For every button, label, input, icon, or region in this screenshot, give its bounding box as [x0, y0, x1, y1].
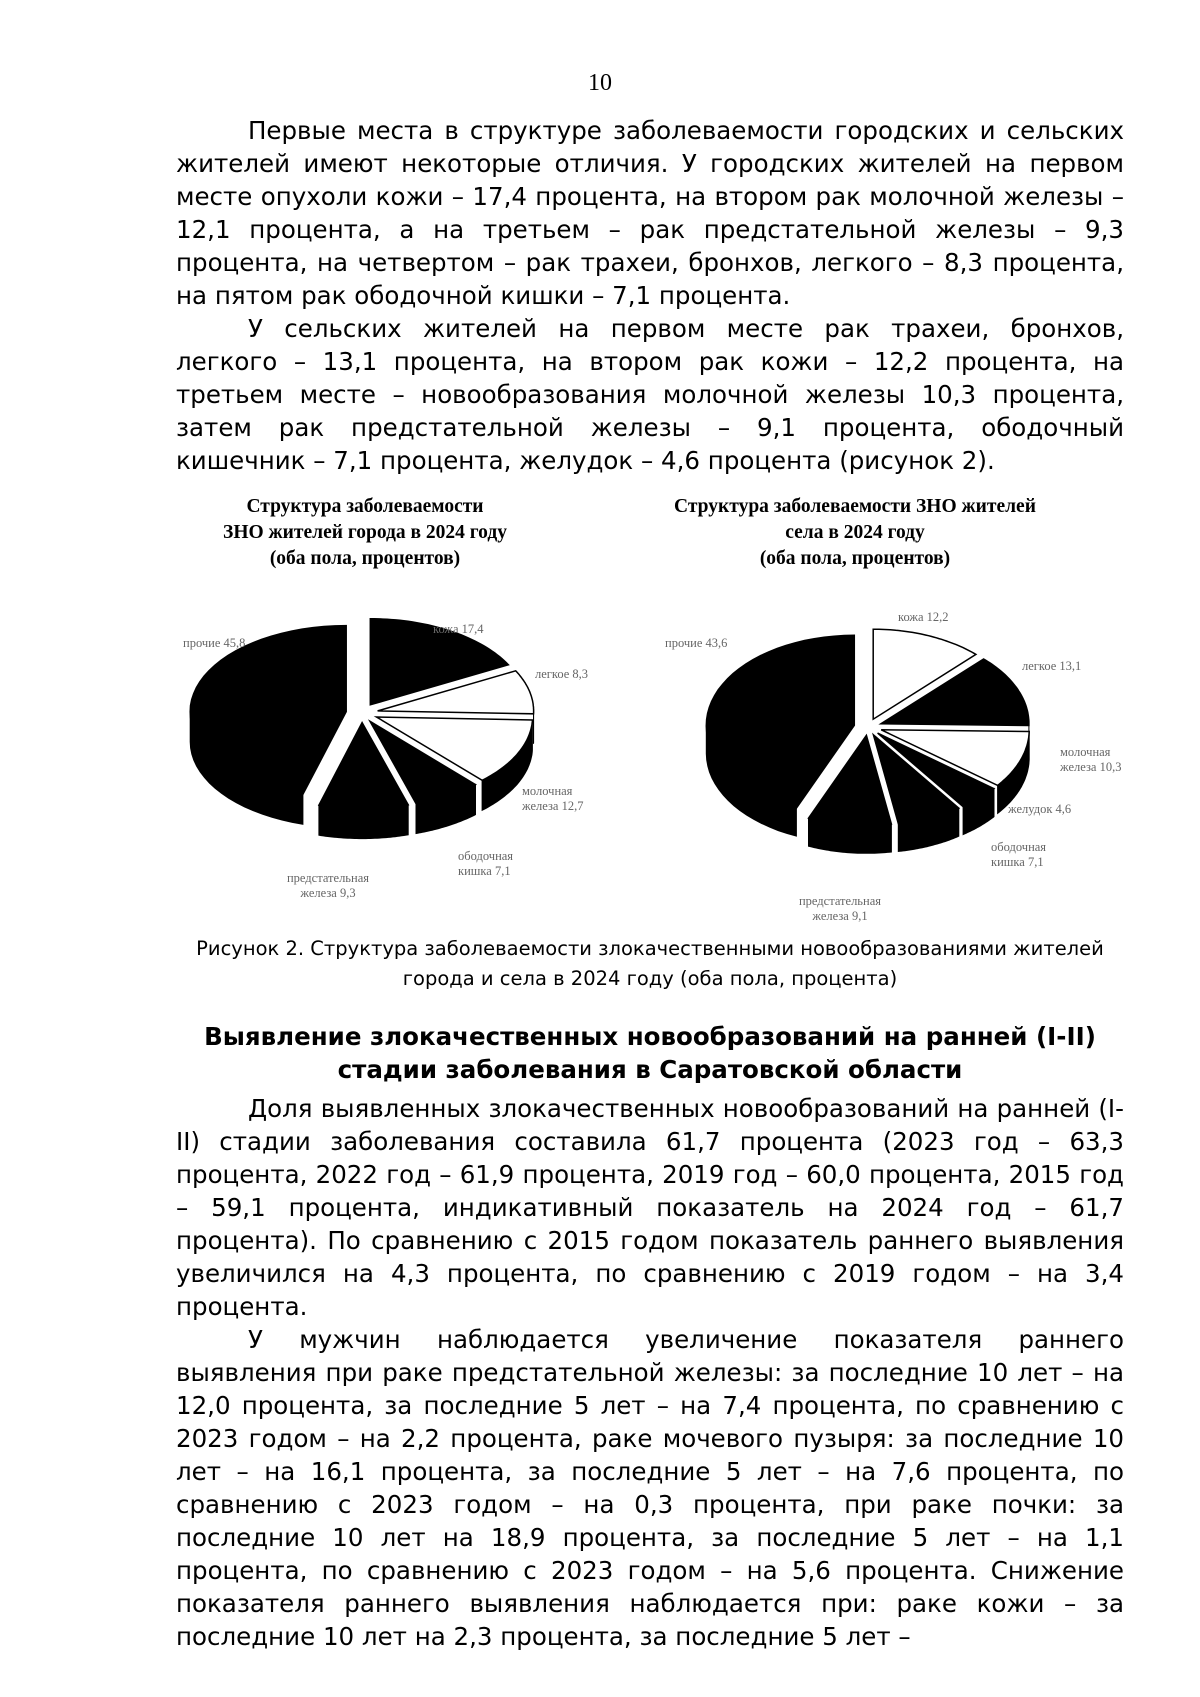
pie-chart-city	[183, 619, 588, 900]
section-heading: Выявление злокачественных новообразований на ранней (I-II) стадии заболевания в Саратовской области	[204, 1022, 1096, 1084]
slice-label: легкое 13,1	[1022, 659, 1082, 673]
pie-slice	[190, 626, 346, 825]
slice-label: предстательная железа 9,1	[798, 894, 882, 923]
chart-title-city	[170, 494, 560, 572]
body-text-bottom	[176, 1092, 1124, 1653]
slice-label: молочная железа 10,3	[1060, 745, 1122, 774]
chart-title-line: Структура заболеваемости ЗНО жителей	[674, 496, 1036, 517]
slice-label: предстательная железа 9,3	[286, 871, 370, 900]
slice-label: молочная железа 12,7	[522, 784, 584, 813]
slice-label: желудок 4,6	[1008, 802, 1072, 816]
chart-title-line: (оба пола, процентов)	[269, 548, 461, 569]
paragraph-early-detection: Доля выявленных злокачественных новообразований на ранней (I-II) стадии заболевания составила 61,7 процента (2023 год – 63,3 процента, 2022 год – 61,9 процента, 2019 год – 60,0 процента, 2015 год – 59,1 процента, индикативный показатель на 2024 год – 61,7 процента). По сравнению с 2015 годом показатель раннего выявления увеличился на 4,3 процента, по сравнению с 2019 годом – на 3,4 процента.	[176, 1094, 1124, 1321]
slice-label: кожа 12,2	[898, 610, 949, 624]
chart-title-village	[620, 494, 1090, 572]
slice-label: прочие 43,6	[665, 636, 728, 650]
paragraph-village-ranking: У сельских жителей на первом месте рак трахеи, бронхов, легкого – 13,1 процента, на втором рак кожи – 12,2 процента, на третьем месте – новообразования молочной железы 10,3 процента, затем рак предстательной железы – 9,1 процента, ободочный кишечник – 7,1 процента, желудок – 4,6 процента (рисунок 2).	[176, 314, 1124, 475]
paragraph-men-detection: У мужчин наблюдается увеличение показателя раннего выявления при раке предстательной железы: за последние 10 лет – на 12,0 процента, за последние 5 лет – на 7,4 процента, по сравнению с 2023 годом – на 2,2 процента, раке мочевого пузыря: за последние 10 лет – на 16,1 процента, за последние 5 лет – на 7,6 процента, по сравнению с 2023 годом – на 0,3 процента, при раке почки: за последние 10 лет на 18,9 процента, за последние 5 лет – на 1,1 процента, по сравнению с 2023 годом – на 5,6 процента. Снижение показателя раннего выявления наблюдается при: раке кожи – за последние 10 лет на 2,3 процента, за последние 5 лет –	[176, 1325, 1124, 1651]
slice-label: ободочная кишка 7,1	[458, 849, 514, 878]
slice-label: ободочная кишка 7,1	[991, 840, 1047, 869]
pie-slice-wall	[319, 805, 408, 839]
chart-title-line: села в 2024 году	[785, 522, 925, 543]
slice-label: прочие 45,8	[183, 636, 246, 650]
slice-label: кожа 17,4	[433, 622, 484, 636]
chart-title-line: (оба пола, процентов)	[759, 548, 951, 569]
pie-chart-village	[665, 610, 1121, 923]
slice-label: легкое 8,3	[535, 667, 589, 681]
chart-title-line: ЗНО жителей города в 2024 году	[223, 522, 507, 543]
chart-title-line: Структура заболеваемости	[246, 496, 484, 517]
figure-caption: Рисунок 2. Структура заболеваемости злокачественными новообразованиями жителей города и села в 2024 году (оба пола, процента)	[196, 937, 1104, 990]
page-number: 10	[588, 70, 612, 96]
paragraph-city-ranking: Первые места в структуре заболеваемости городских и сельских жителей имеют некоторые отличия. У городских жителей на первом месте опухоли кожи – 17,4 процента, на втором рак молочной железы – 12,1 процента, а на третьем – рак предстательной железы – 9,3 процента, на четвертом – рак трахеи, бронхов, легкого – 8,3 процента, на пятом рак ободочной кишки – 7,1 процента.	[176, 116, 1124, 310]
